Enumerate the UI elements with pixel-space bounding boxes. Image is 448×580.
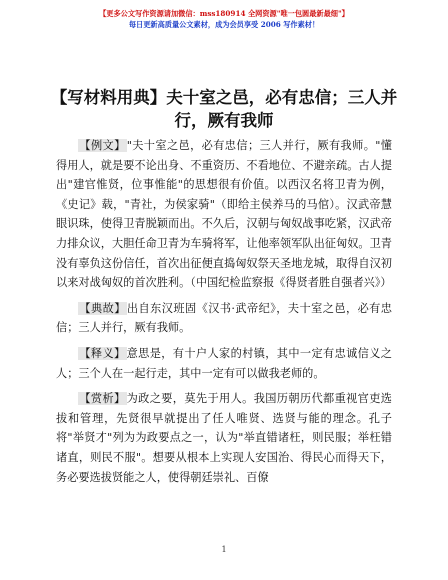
tag-example: 【例文】 xyxy=(79,139,126,152)
page-number: 1 xyxy=(221,545,227,554)
page-title: 【写材料用典】夫十室之邑，必有忠信；三人并行，厥有我师 xyxy=(50,88,398,130)
paragraph-text: 出自东汉班固《汉书·武帝纪》，夫十室之邑，必有忠信；三人并行，厥有我师。 xyxy=(56,301,392,335)
banner-line-2: 每日更新高质量公文素材，成为会员享受 2006 写作素材！ xyxy=(128,20,320,29)
paragraph-text: "夫十室之邑，必有忠信；三人并行，厥有我师。"懂得用人，就是要不论出身、不重资历、不看地位、不避亲疏。古人提出"建官惟贤，位事惟能"的思想很有价值。以西汉名将卫青为例，《史记》载，"青社，为侯家骑"（即给主侯养马的马倌）。汉武帝慧眼识珠，使得卫青脱颖而出。不久后，汉朝与匈奴战事吃紧，汉武帝力排众议，大胆任命卫青为车骑将军，让他率领军队出征匈奴。卫青没有辜负这份信任，首次出征便直捣匈奴祭天圣地龙城，取得自汉初以来对战匈奴的首次胜利。（中国纪检监察报《得贤者胜自强者兴》） xyxy=(56,139,392,290)
header-banner xyxy=(0,8,448,30)
tag-appreciation: 【赏析】 xyxy=(79,392,126,406)
paragraph-text: 意思是，有十户人家的村镇，其中一定有忠诚信义之人；三个人在一起行走，其中一定有可以做我老师的。 xyxy=(56,346,392,380)
paragraph-allusion xyxy=(56,299,392,338)
document-body xyxy=(56,136,392,493)
paragraph-text: 为政之要，莫先于用人。我国历朝历代都重视官吏选拔和管理，先贤很早就提出了任人唯贤、选贤与能的理念。孔子将"举贤才"列为为政要点之一，认为"举直错诸枉，则民服；举枉错诸直，则民不服"。想要从根本上实现人安国治、得民心而得天下，务必要选拔贤能之人，使得朝廷崇礼、百僚 xyxy=(56,392,392,484)
paragraph-appreciation xyxy=(56,389,392,487)
paragraph-example xyxy=(56,136,392,293)
paragraph-meaning xyxy=(56,344,392,383)
tag-meaning: 【释义】 xyxy=(79,346,126,360)
tag-allusion: 【典故】 xyxy=(79,301,126,315)
banner-line-1: 【更多公文写作资源请加微信：mss180914 全网资源"唯一包圆最新最细"】 xyxy=(99,9,349,18)
